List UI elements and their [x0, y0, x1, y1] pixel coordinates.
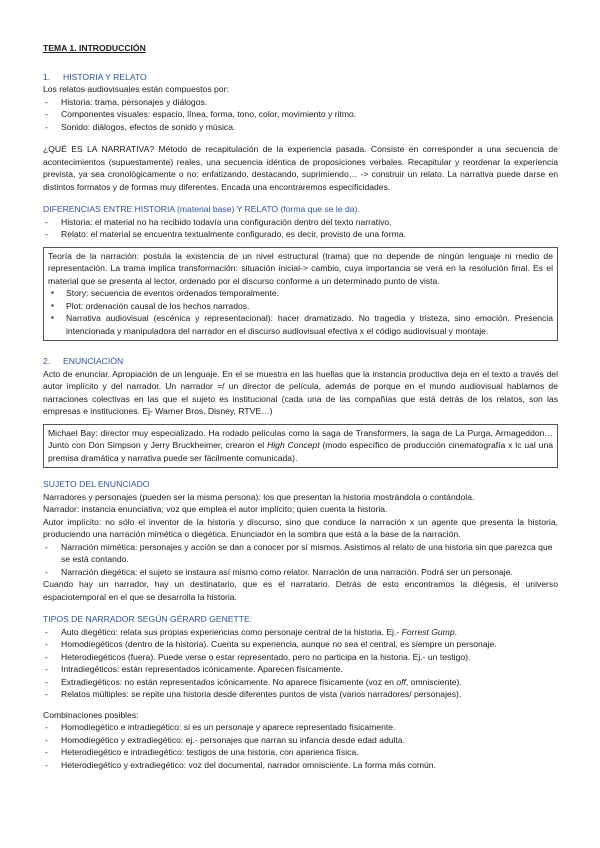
differences-list: [43, 216, 558, 241]
list-item: [43, 676, 558, 689]
list-item: - Historia: trama, personajes y diálogos.: [43, 96, 558, 109]
narrativa-paragraph: ¿QUÉ ES LA NARRATIVA? Método de recapitulación de la experiencia pasada. Consiste en corresponder a una secuencia de acontecimientos (supuestamente) reales, una secuencia idéntica de proposiciones verbales. Recapitular y reordenar la experiencia prevista, ya sea cronológicamente o no: enfatizando, destacando, suprimiendo… -> construir un relato. La narrativa puede darse en distintos formatos y de formas muy diferentes. Encada una encontraremos especificidades.: [43, 144, 558, 192]
subject-paragraph: Narrador: instancia enunciativa; voz que emplea el autor implícito; quien cuenta la historia.: [43, 504, 388, 514]
item-text-end: .: [454, 626, 457, 637]
list-item: - Relato: el material se encuentra textualmente configurado, es decir, provisto de una forma.: [43, 228, 558, 241]
list-item: - Heterodiegéticos (fuera). Puede verse o estar representado, pero no participa en la historia. Ej.- un testigo).: [43, 651, 558, 664]
section-2-number: 2.: [43, 356, 51, 366]
section-2-heading: [43, 355, 558, 368]
list-item: ▪ Story: secuencia de eventos ordenados temporalmente.: [48, 287, 553, 300]
document-page: [43, 42, 558, 771]
combinations-list: [43, 721, 558, 771]
list-item: - Historia: el material no ha recibido todavía una configuración dentro del texto narrativo.: [43, 216, 558, 229]
theory-list: [48, 287, 553, 337]
list-item: - Heterodiegético y extradiegético: voz del documental, narrador omnisciente. La forma más común.: [43, 759, 558, 772]
list-item: - Sonido: diálogos, efectos de sonido y música.: [43, 121, 558, 134]
list-item: [43, 626, 558, 639]
list-item: - Intradiegéticos: están representados icónicamente. Aparecen físicamente.: [43, 663, 558, 676]
michael-bay-text-end: (modo específico de producción cinematografía x lc ual una premisa dramática y narrativa puede ser fácilmente comunicada).: [48, 440, 554, 463]
high-concept-term: High Concept: [267, 440, 320, 450]
list-item: - Homodiegéticos (dentro de la historia). Cuenta su experiencia, aunque no sea el central, es siempre un personaje.: [43, 638, 558, 651]
enunciation-paragraph: Acto de enunciar. Apropiación de un lenguaje. En el se muestra en las huellas que la instancia productiva deja en el texto a través del autor implícito y del narrador. Un narrador =/ un director de película, además de porque en el mundo audiovisual hablamos de narraciones colectivas en las que el sujeto es institucional (cada una de las compañías que está detrás de los relatos, son las empresas e instituciones. Ej- Warner Bros, Disney, RTVE…): [43, 368, 558, 416]
narration-types-list: [43, 541, 558, 579]
subject-paragraph: Cuando hay un narrador, hay un destinatario, que es el narratario. Detrás de esto encontramos la diégesis, el universo espaciotemporal en el que se desarrolla la historia.: [43, 579, 558, 602]
list-item: - Narración mimética: personajes y acción se dan a conocer por sí mismos. Asistimos al relato de una historia sin que parezca que se está contando.: [43, 541, 558, 566]
list-item: - Relatos múltiples: se repite una historia desde diferentes puntos de vista (varios narradores/ personajes).: [43, 688, 558, 701]
list-item: - Heterodiegético e intradiegético: testigos de una historia, con aparienca física.: [43, 746, 558, 759]
list-item: - Homodiegético y extradiegético: ej.- personajes que narran su infancia desde edad adulta.: [43, 734, 558, 747]
list-item: - Narración diegética: el sujeto se instaura así mismo como relator. Narración de una narración. Podrá ser un personaje.: [43, 566, 558, 579]
differences-heading: DIFERENCIAS ENTRE HISTORIA (material base) Y RELATO (forma que se le da).: [43, 204, 360, 214]
components-intro: Los relatos audiovisuales están compuestos por:: [43, 84, 229, 94]
components-list: [43, 96, 558, 134]
section-1-number: 1.: [43, 71, 51, 82]
list-item: ▪ Narrativa audiovisual (escénica y representacional): hacer dramatizado. No tragedia y tristeza, sino emoción. Presencia intencionada y manipuladora del narrador en el discurso audiovisual efectiva x el código audiovisual y montaje.: [48, 312, 553, 337]
michael-bay-text: Michael Bay: director muy especializado. Ha rodado películas como la saga de Transformers, la saga de La Purga, Armageddon… Junto con Don Simpson y Jerry Bruckheimer, crearon el: [48, 427, 553, 450]
document-title: TEMA 1. INTRODUCCIÓN: [43, 43, 146, 53]
theory-paragraph: Teoría de la narración: postula la existencia de un nivel estructural (trama) que no depende de ningún lenguaje ni medio de representación. La trama implica transformación: situación inicial-> cambio, cuya importancia se verá en la resolución final. Es el material que se presenta al lector, ordenado por el discurso conforme a un determinado punto de vista.: [48, 250, 553, 286]
combinations-heading: Combinaciones posibles:: [43, 709, 139, 720]
narrator-types-list: [43, 626, 558, 701]
subject-heading: SUJETO DEL ENUNCIADO: [43, 479, 150, 489]
list-item: - Componentes visuales: espacio, línea, forma, tono, color, movimiento y ritmo.: [43, 108, 558, 121]
item-text: Auto diegético: relata sus propias experiencias como personaje central de la historia. Ej.-: [61, 626, 402, 637]
list-item: ▪ Plot: ordenación causal de los hechos narrados.: [48, 300, 553, 313]
item-text: Extradiegéticos: no están representados icónicamente. No aparece físicamente (voz en: [61, 676, 397, 687]
item-text-end: , omnisciente).: [405, 676, 462, 687]
michael-bay-paragraph: [48, 427, 553, 465]
narrator-types-heading: TIPOS DE NARRADOR SEGÚN GÉRARD GENETTE:: [43, 614, 253, 624]
list-item: - Homodiegético e intradiegético: si es un personaje y aparece representado físicamente.: [43, 721, 558, 734]
off-term: off: [396, 676, 406, 687]
subject-paragraph: Autor implícito: no sólo el inventor de la historia y discurso, sino que conduce la narración x un agente que presenta la historia, produciendo una narración mimética o diegética. Enunciador en la sombra que está a la base de la narración.: [43, 516, 558, 539]
forrest-gump-title: Forrest Gump: [401, 626, 455, 637]
michael-bay-box: [43, 424, 558, 469]
narration-theory-box: [43, 247, 558, 342]
section-2-title: ENUNCIACIÓN: [63, 356, 124, 366]
section-1-heading: [43, 71, 558, 84]
subject-paragraph: Narradores y personajes (pueden ser la misma persona): los que presentan la historia mostrándola o contándola.: [43, 491, 475, 502]
section-1-title: HISTORIA Y RELATO: [63, 71, 147, 82]
